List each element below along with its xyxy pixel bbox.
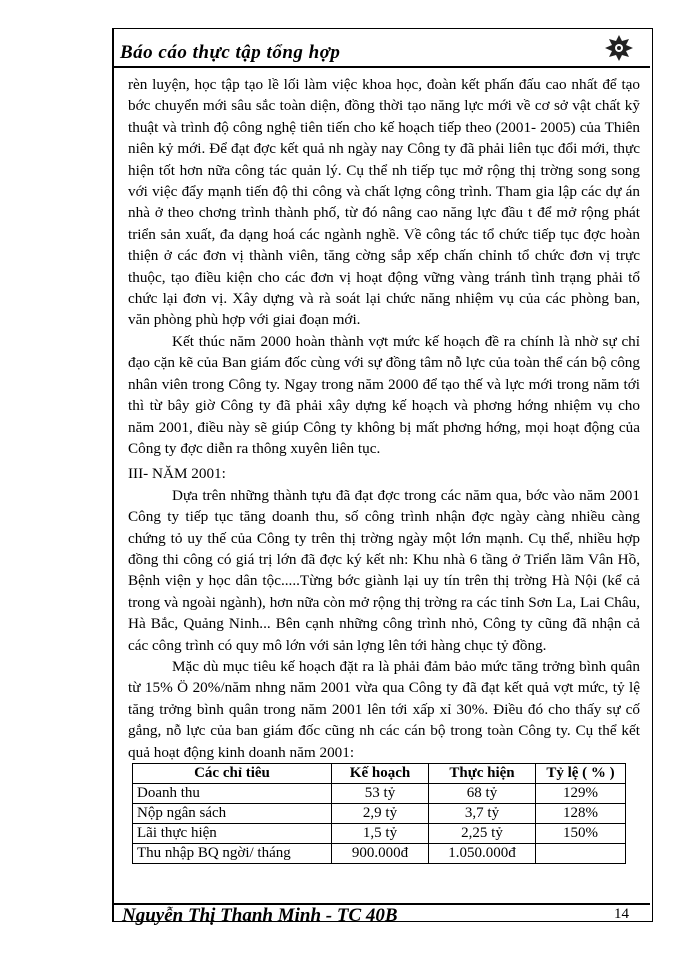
table-cell: 53 tỷ [332,784,429,804]
table-cell: Doanh thu [133,784,332,804]
table-cell: 1.050.000đ [429,844,536,864]
table-header-cell: Kế hoạch [332,764,429,784]
table-row [133,844,626,864]
paragraph-3: Dựa trên những thành tựu đã đạt đợc trong các năm qua, bớc vào năm 2001 Công ty tiếp tục tăng doanh thu, số công trình nhận đợc ngày càng nhiều càng chứng tỏ uy thế của Công ty trên thị trờng ngày một lớn mạnh. Cụ thể, nhiều hợp đồng thi công có giá trị lớn đã đợc ký kết nh: Khu nhà 6 tầng ở Triển lãm Vân Hồ, Bệnh viện y học dân tộc.....Từng bớc giành lại uy tín trên thị trờng Hà Nội (kể cả trong và ngoài ngành), hơn nữa còn mở rộng thị trờng ra các tỉnh Sơn La, Lai Châu, Hà Bắc, Quảng Ninh... Bên cạnh những công trình nhỏ, Công ty cũng đã nhận cả các công trình có quy mô lớn với sản lợng lên tới hàng chục tỷ đồng. [128,486,640,654]
ornament-icon [602,33,636,63]
table-cell: Nộp ngân sách [133,804,332,824]
table-cell: 128% [536,804,626,824]
table-row [133,824,626,844]
header-title: Báo cáo thực tập tổng hợp [120,42,341,63]
table-cell: Thu nhập BQ ngời/ tháng [133,844,332,864]
paragraph-4: Mặc dù mục tiêu kế hoạch đặt ra là phải đảm bảo mức tăng trởng bình quân từ 15% Ö 20%/năm nhng năm 2001 vừa qua Công ty đã đạt kết quả vợt mức, tỷ lệ tăng trởng bình quân trong năm 2001 lên tới xấp xỉ 30%. Điều đó cho thấy sự cố gắng, nỗ lực của ban giám đốc cũng nh các cán bộ trong toàn Công ty. Cụ thể kết quả hoạt động kinh doanh năm 2001: [128,657,640,761]
document-body [128,74,640,864]
table-header-cell: Tỷ lệ ( % ) [536,764,626,784]
page-number: 14 [614,906,629,922]
paragraph-1: rèn luyện, học tập tạo lề lối làm việc khoa học, đoàn kết phấn đấu cao nhất để tạo bớc chuyển mới sâu sắc toàn diện, đồng thời tạo năng lực mới về cơ sở vật chất kỹ thuật và trình độ công nghệ tiên tiến cho kế hoạch tiếp theo (2001- 2005) của Thiên niên kỷ mới. Để đạt đợc kết quả nh ngày nay Công ty đã phải liên tục đổi mới, thực hiện tốt hơn nữa công tác quản lý. Cụ thể nh tiếp tục mở rộng thị trờng song song với việc đẩy mạnh tiến độ thi công và chất lợng công trình. Tham gia lập các dự án nhà ở theo chơng trình thành phố, từ đó nâng cao năng lực đầu t để mở rộng phát triển sản xuất, đa dạng hoá các ngành nghề. Về công tác tổ chức tiếp tục đợc hoàn thiện ở các đơn vị thành viên, tăng cờng sắp xếp chấn chỉnh tổ chức đơn vị trực thuộc, tạo điều kiện cho các đơn vị hoạt động vững vàng tránh tình trạng phải tổ chức lại đơn vị. Xây dựng và rà soát lại chức năng nhiệm vụ của các phòng ban, văn phòng phù hợp với giai đoạn mới. [128,76,640,329]
paragraph-2: Kết thúc năm 2000 hoàn thành vợt mức kế hoạch đề ra chính là nhờ sự chỉ đạo cặn kẽ của Ban giám đốc cùng với sự đồng tâm nỗ lực của toàn thể cán bộ công nhân viên trong Công ty. Ngay trong năm 2000 để tạo thế và lực mới trong năm tới thì từ bây giờ Công ty đã phải xây dựng kế hoạch và phơng hớng nhiệm vụ cho năm 2001, điều này sẽ giúp Công ty không bị mất phơng hớng, mọi hoạt động của Công ty đợc diễn ra thông xuyên liên tục. [128,332,640,457]
table-cell: 2,25 tỷ [429,824,536,844]
table-cell: 2,9 tỷ [332,804,429,824]
table-header-cell: Các chỉ tiêu [133,764,332,784]
table-header-row [133,764,626,784]
table-cell: 900.000đ [332,844,429,864]
header-rule [112,66,650,68]
page-header [120,38,640,66]
table-row [133,784,626,804]
table-cell [536,844,626,864]
table-cell: 129% [536,784,626,804]
business-results-table [132,763,626,864]
table-cell: 1,5 tỷ [332,824,429,844]
table-row [133,804,626,824]
section-heading: III- NĂM 2001: [128,465,226,483]
table-cell: 150% [536,824,626,844]
table-cell: 3,7 tỷ [429,804,536,824]
table-header-cell: Thực hiện [429,764,536,784]
table-cell: Lãi thực hiện [133,824,332,844]
table-cell: 68 tỷ [429,784,536,804]
footer-author: Nguyễn Thị Thanh Minh - TC 40B [122,905,398,926]
